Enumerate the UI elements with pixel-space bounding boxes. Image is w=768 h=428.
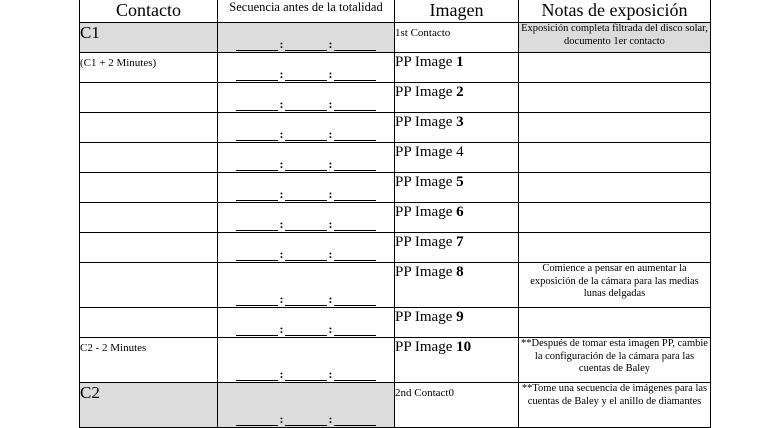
image-number: 2 xyxy=(456,84,464,100)
image-prefix: PP Image xyxy=(395,174,457,190)
table-row xyxy=(80,308,711,338)
sequence-cell[interactable]: : : xyxy=(218,203,395,233)
image-cell xyxy=(395,203,519,233)
notes-cell xyxy=(519,308,711,338)
table-row xyxy=(80,263,711,308)
image-prefix: PP Image xyxy=(395,144,457,160)
contact-cell xyxy=(80,233,218,263)
notes-cell: **Tome una secuencia de imágenes para las cuentas de Baley y el anillo de diamantes xyxy=(519,383,711,428)
sequence-cell[interactable]: : : xyxy=(218,53,395,83)
contact-cell xyxy=(80,263,218,308)
image-prefix: PP Image xyxy=(395,84,457,100)
image-cell xyxy=(395,233,519,263)
image-cell xyxy=(395,83,519,113)
contact-cell xyxy=(80,173,218,203)
image-prefix: PP Image xyxy=(395,54,457,70)
image-prefix: PP Image xyxy=(395,114,457,130)
sequence-cell[interactable]: : : xyxy=(218,83,395,113)
header-sequence: Secuencia antes de la totalidad xyxy=(218,0,395,23)
table-row xyxy=(80,173,711,203)
image-number: 6 xyxy=(456,204,464,220)
image-prefix: PP Image xyxy=(395,309,457,325)
table-row xyxy=(80,338,711,383)
image-prefix: PP Image xyxy=(395,339,457,355)
image-cell xyxy=(395,308,519,338)
sequence-cell[interactable]: : : xyxy=(218,143,395,173)
image-cell xyxy=(395,383,519,428)
image-label: 2nd Contact0 xyxy=(395,387,454,399)
sequence-cell[interactable]: : : xyxy=(218,23,395,53)
sequence-cell[interactable]: : : xyxy=(218,173,395,203)
contact-cell xyxy=(80,53,218,83)
notes-cell xyxy=(519,203,711,233)
notes-cell xyxy=(519,173,711,203)
header-contact: Contacto xyxy=(80,0,218,23)
image-number: 4 xyxy=(456,144,464,160)
contact-label: (C1 + 2 Minutes) xyxy=(80,57,157,69)
contact-cell xyxy=(80,143,218,173)
notes-cell xyxy=(519,113,711,143)
image-number: 3 xyxy=(456,114,464,130)
image-number: 8 xyxy=(456,264,464,280)
sequence-cell[interactable]: : : xyxy=(218,233,395,263)
notes-cell xyxy=(519,53,711,83)
image-number: 7 xyxy=(456,234,464,250)
contact-cell xyxy=(80,308,218,338)
table-row xyxy=(80,23,711,53)
image-prefix: PP Image xyxy=(395,264,457,280)
header-notes: Notas de exposición xyxy=(519,0,711,23)
contact-cell xyxy=(80,338,218,383)
notes-cell xyxy=(519,143,711,173)
image-number: 1 xyxy=(456,54,464,70)
sequence-cell[interactable]: : : xyxy=(218,383,395,428)
notes-cell: **Después de tomar esta imagen PP, cambie la configuración de la cámara para las cuentas de Baley xyxy=(519,338,711,383)
table-row xyxy=(80,203,711,233)
header-image: Imagen xyxy=(395,0,519,23)
image-cell xyxy=(395,53,519,83)
image-cell xyxy=(395,113,519,143)
image-prefix: PP Image xyxy=(395,234,457,250)
eclipse-contact-table xyxy=(79,0,711,428)
image-number: 5 xyxy=(456,174,464,190)
sequence-cell[interactable]: : : xyxy=(218,113,395,143)
notes-cell xyxy=(519,83,711,113)
contact-label: C1 xyxy=(80,23,100,42)
sequence-cell[interactable]: : : xyxy=(218,263,395,308)
table-row xyxy=(80,143,711,173)
contact-label: C2 xyxy=(80,383,100,402)
table-row xyxy=(80,53,711,83)
contact-cell xyxy=(80,383,218,428)
notes-cell: Comience a pensar en aumentar la exposición de la cámara para las medias lunas delgadas xyxy=(519,263,711,308)
notes-cell xyxy=(519,233,711,263)
table-row xyxy=(80,383,711,428)
image-number: 9 xyxy=(456,309,464,325)
contact-label: C2 - 2 Minutes xyxy=(80,342,147,354)
contact-cell xyxy=(80,113,218,143)
image-cell xyxy=(395,23,519,53)
table-row xyxy=(80,233,711,263)
table-row xyxy=(80,83,711,113)
contact-cell xyxy=(80,23,218,53)
image-cell xyxy=(395,173,519,203)
header-row xyxy=(80,0,711,23)
sequence-cell[interactable]: : : xyxy=(218,338,395,383)
image-cell xyxy=(395,338,519,383)
image-cell xyxy=(395,263,519,308)
contact-cell xyxy=(80,83,218,113)
table-row xyxy=(80,113,711,143)
image-number: 10 xyxy=(456,339,472,355)
image-prefix: PP Image xyxy=(395,204,457,220)
image-cell xyxy=(395,143,519,173)
image-label: 1st Contacto xyxy=(395,27,451,39)
sequence-cell[interactable]: : : xyxy=(218,308,395,338)
notes-cell: Exposición completa filtrada del disco solar, documento 1er contacto xyxy=(519,23,711,53)
contact-cell xyxy=(80,203,218,233)
